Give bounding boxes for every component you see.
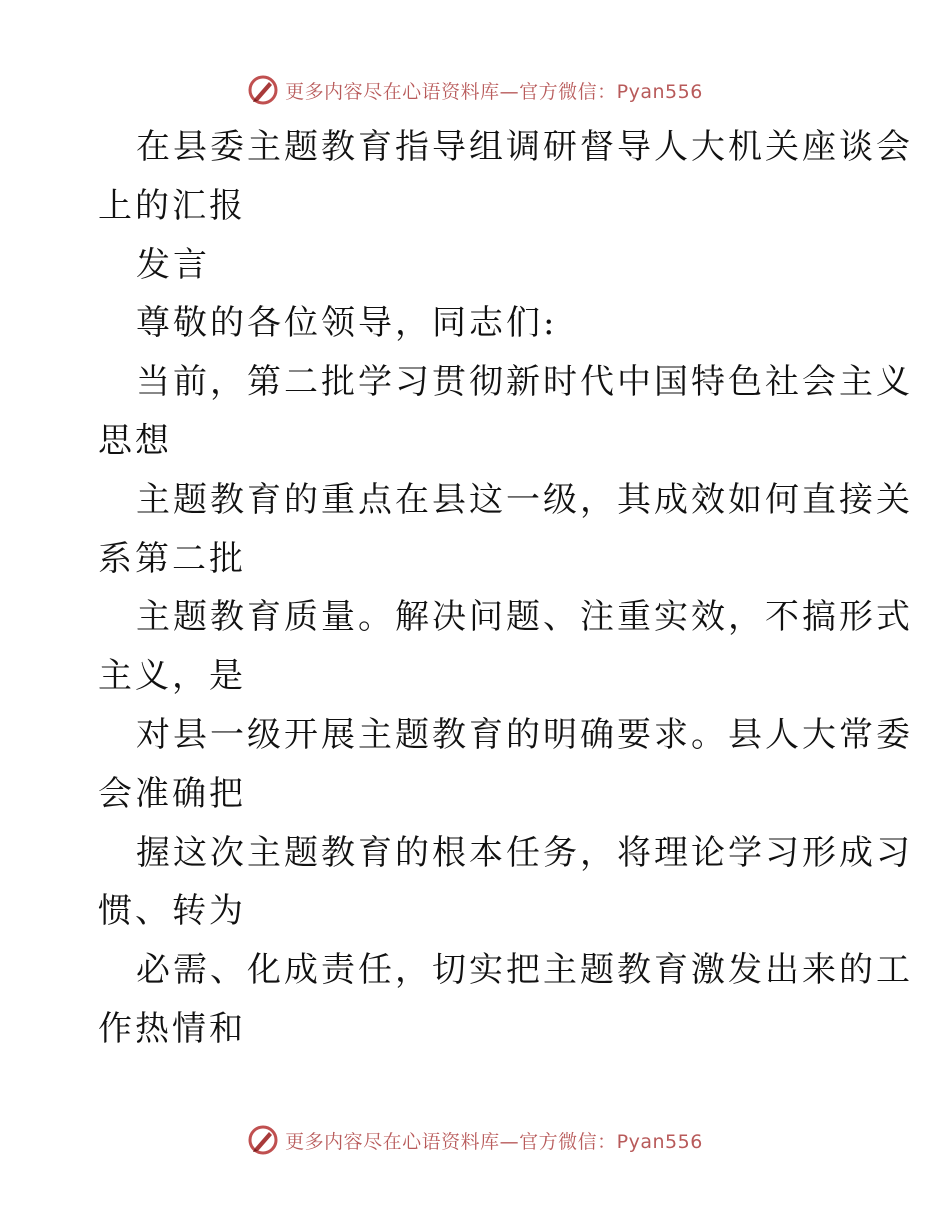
document-line: 发言 xyxy=(136,244,210,285)
header-banner xyxy=(0,70,950,110)
document-body xyxy=(98,118,913,1059)
document-line: 主题教育的重点在县这一级，其成效如何直接关 xyxy=(136,479,913,520)
document-line: 系第二批 xyxy=(98,538,246,579)
footer-banner-text: 更多内容尽在心语资料库—官方微信：Pyan556 xyxy=(285,1130,703,1153)
header-banner-content xyxy=(247,74,703,106)
document-line: 思想 xyxy=(98,420,172,461)
document-line: 在县委主题教育指导组调研督导人大机关座谈会 xyxy=(136,127,913,167)
document-line: 主题教育质量。解决问题、注重实效，不搞形式 xyxy=(136,597,913,638)
footer-banner-content xyxy=(247,1124,703,1156)
document-line: 尊敬的各位领导，同志们: xyxy=(136,303,558,344)
pen-logo-icon xyxy=(247,1124,279,1156)
document-line: 握这次主题教育的根本任务，将理论学习形成习 xyxy=(136,832,913,873)
footer-banner xyxy=(0,1120,950,1160)
header-banner-text: 更多内容尽在心语资料库—官方微信：Pyan556 xyxy=(285,80,703,103)
document-line: 当前，第二批学习贯彻新时代中国特色社会主义 xyxy=(136,362,913,403)
document-line: 对县一级开展主题教育的明确要求。县人大常委 xyxy=(136,714,913,755)
document-line: 作热情和 xyxy=(98,1008,246,1049)
document-line: 上的汇报 xyxy=(98,185,246,226)
document-line: 主义，是 xyxy=(98,656,246,697)
document-line: 惯、转为 xyxy=(98,891,246,932)
document-line: 会准确把 xyxy=(98,773,246,814)
pen-logo-icon xyxy=(247,74,279,106)
document-line: 必需、化成责任，切实把主题教育激发出来的工 xyxy=(136,950,913,991)
